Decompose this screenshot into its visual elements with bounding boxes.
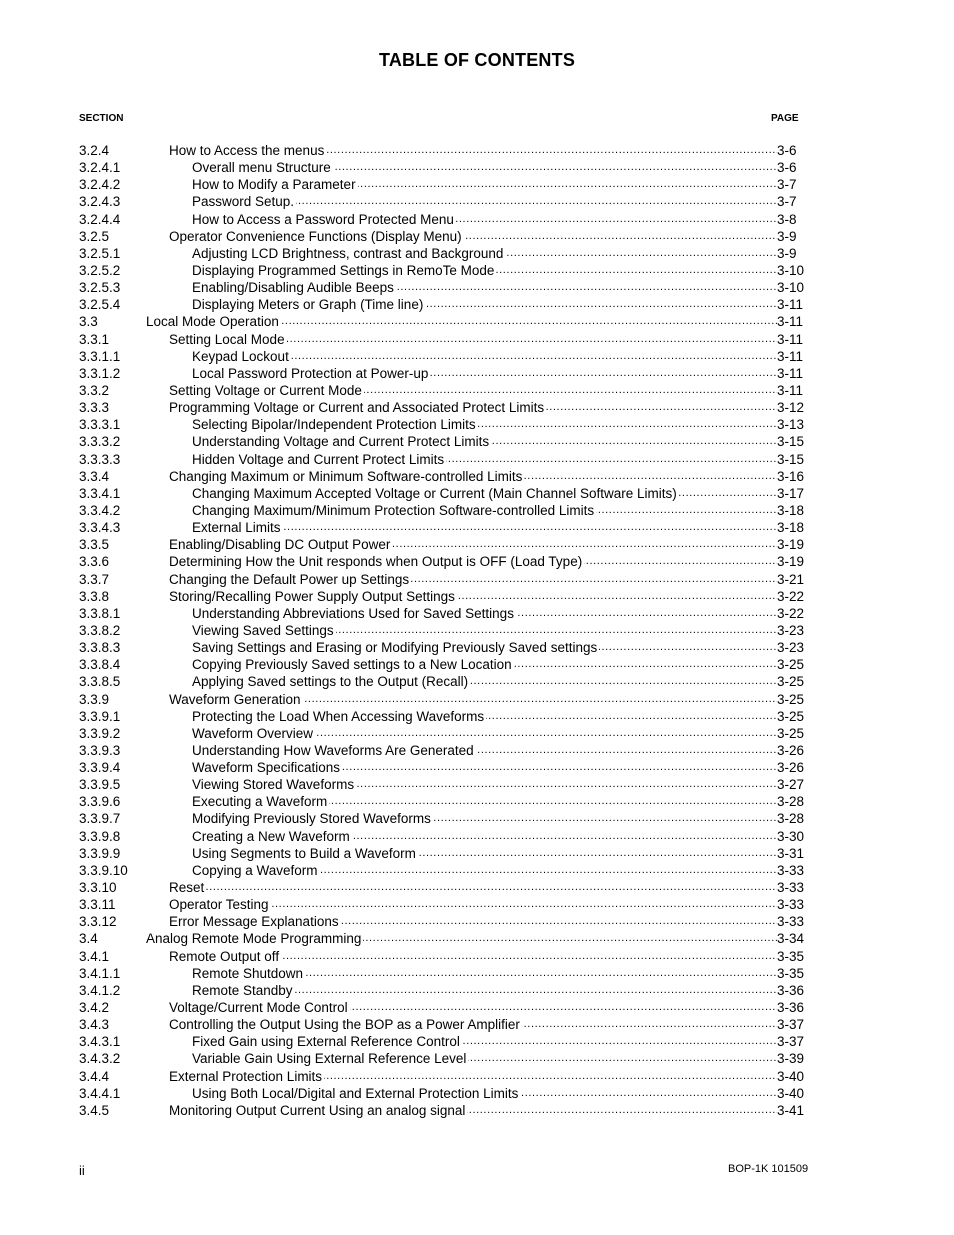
toc-section-number: 3.2.4.2 (79, 177, 121, 193)
toc-section-number: 3.3.4 (79, 468, 110, 484)
toc-page-number: 3-25 (777, 708, 805, 724)
toc-entry[interactable] (79, 331, 809, 348)
toc-entry-title: How to Access the menus (169, 143, 325, 158)
toc-entry[interactable] (79, 1016, 809, 1033)
toc-entry-title: Fixed Gain using External Reference Control (192, 1034, 460, 1050)
toc-section-number: 3.3.1.1 (79, 348, 121, 364)
toc-entry[interactable] (79, 1085, 809, 1102)
toc-entry-title-leader (192, 365, 777, 382)
toc-section-number: 3.2.4.1 (79, 160, 121, 176)
toc-entry-title-leader (192, 982, 777, 999)
toc-entry-title: Understanding Abbreviations Used for Saved Settings (192, 605, 514, 621)
toc-entry[interactable] (79, 451, 809, 468)
toc-section-number: 3.3.8.2 (79, 622, 121, 638)
toc-entry-title-leader (192, 622, 777, 639)
toc-page-number: 3-6 (777, 143, 797, 158)
toc-entry-title-leader (169, 588, 777, 605)
document-id: BOP-1K 101509 (728, 1163, 809, 1175)
toc-page-number: 3-12 (777, 400, 805, 416)
toc-page-number: 3-10 (777, 280, 805, 296)
toc-entry-title: Overall menu Structure (192, 160, 331, 176)
toc-page-number: 3-25 (777, 725, 805, 741)
toc-page-number: 3-36 (777, 1000, 805, 1016)
toc-entry-title-leader (192, 742, 777, 759)
toc-entry-title-leader (169, 382, 777, 399)
toc-entry-title-leader (192, 862, 777, 879)
toc-entry-title: Remote Output off (169, 948, 280, 964)
toc-page-number: 3-40 (777, 1085, 805, 1101)
toc-entry-title: Analog Remote Mode Programming (146, 931, 362, 947)
toc-entry-title: Modifying Previously Stored Waveforms (192, 811, 431, 827)
toc-entry-title: Setting Voltage or Current Mode (169, 382, 362, 398)
toc-page-number: 3-34 (777, 931, 805, 947)
toc-entry[interactable] (79, 468, 809, 485)
toc-section-number: 3.3.4.3 (79, 520, 121, 536)
toc-section-number: 3.3.12 (79, 914, 117, 930)
toc-section-number: 3.4.1.2 (79, 982, 121, 998)
toc-entry-title: Displaying Meters or Graph (Time line) (192, 297, 424, 313)
toc-entry-title: Remote Standby (192, 982, 293, 998)
toc-entry-title-leader (192, 965, 777, 982)
toc-entry[interactable] (79, 1068, 809, 1085)
toc-entry-title-leader (169, 536, 777, 553)
toc-entry-title: Keypad Lockout (192, 348, 289, 364)
toc-entry-title: Changing Maximum or Minimum Software-controlled Limits (169, 468, 523, 484)
toc-entry[interactable] (79, 279, 809, 296)
toc-entry[interactable] (79, 382, 809, 399)
toc-section-number: 3.3.2 (79, 382, 110, 398)
toc-entry-title-leader (192, 708, 777, 725)
toc-entry-title-leader (192, 810, 777, 827)
toc-entry-title-leader (169, 142, 777, 159)
toc-page-number: 3-19 (777, 537, 805, 553)
toc-page-number: 3-21 (777, 571, 805, 587)
toc-section-number: 3.3.9.3 (79, 742, 121, 758)
toc-entry-title: Selecting Bipolar/Independent Protection Limits (192, 417, 476, 433)
toc-entry[interactable] (79, 519, 809, 536)
toc-page-number: 3-7 (777, 177, 797, 193)
toc-entry-title-leader (169, 691, 777, 708)
toc-entry[interactable] (79, 502, 809, 519)
toc-entry-title-leader (192, 759, 777, 776)
toc-entry[interactable] (79, 142, 809, 159)
toc-entry-title: Copying a Waveform (192, 862, 318, 878)
toc-entry-title-leader (192, 262, 777, 279)
toc-entry[interactable] (79, 605, 809, 622)
toc-entry-title: Using Both Local/Digital and External Protection Limits (192, 1085, 519, 1101)
toc-entry-title-leader (192, 845, 777, 862)
toc-entry-title: External Protection Limits (169, 1068, 323, 1084)
toc-entry-title-leader (169, 1068, 777, 1085)
toc-section-number: 3.3.9.9 (79, 845, 121, 861)
toc-entry-title-leader (169, 468, 777, 485)
toc-section-number: 3.3.5 (79, 537, 110, 553)
toc-page-number: 3-33 (777, 897, 805, 913)
toc-page-number: 3-9 (777, 228, 797, 244)
toc-entry[interactable] (79, 948, 809, 965)
toc-section-number: 3.3.1.2 (79, 365, 121, 381)
toc-entry-title: Copying Previously Saved settings to a New Location (192, 657, 512, 673)
toc-entry-title: Storing/Recalling Power Supply Output Settings (169, 588, 455, 604)
toc-entry-title: Hidden Voltage and Current Protect Limits (192, 451, 445, 467)
toc-entry-title-leader (169, 913, 777, 930)
toc-entry-title-leader (146, 930, 777, 947)
toc-section-number: 3.3.4.2 (79, 502, 121, 518)
toc-entry-title: Monitoring Output Current Using an analog signal (169, 1102, 466, 1118)
toc-entry-title-leader (192, 519, 777, 536)
toc-entry-title: Saving Settings and Erasing or Modifying Previously Saved settings (192, 640, 598, 656)
toc-entry-title: Using Segments to Build a Waveform (192, 845, 416, 861)
toc-page-number: 3-37 (777, 1034, 805, 1050)
toc-page-number: 3-26 (777, 742, 805, 758)
toc-entry-title: Programming Voltage or Current and Associated Protect Limits (169, 400, 545, 416)
toc-entry-title-leader (169, 228, 777, 245)
toc-entry-title: Changing Maximum/Minimum Protection Software-controlled Limits (192, 502, 595, 518)
toc-page-number: 3-11 (777, 348, 804, 364)
toc-entry[interactable] (79, 725, 809, 742)
toc-entry-title-leader (192, 193, 777, 210)
page-title: TABLE OF CONTENTS (378, 50, 576, 70)
toc-entry-title-leader (192, 656, 777, 673)
toc-page-number: 3-17 (777, 485, 805, 501)
toc-entry-title-leader (192, 279, 777, 296)
toc-page-number: 3-30 (777, 828, 805, 844)
toc-entry[interactable] (79, 536, 809, 553)
toc-entry[interactable] (79, 999, 809, 1016)
toc-entry-title: Executing a Waveform (192, 794, 328, 810)
toc-page-number: 3-28 (777, 794, 805, 810)
toc-section-number: 3.3.8.3 (79, 640, 121, 656)
toc-entry[interactable] (79, 982, 809, 999)
toc-page-number: 3-8 (777, 211, 797, 227)
toc-entry[interactable] (79, 1050, 809, 1067)
toc-entry-title: Local Mode Operation (146, 314, 279, 330)
toc-section-number: 3.3.7 (79, 571, 110, 587)
toc-entry-title: Enabling/Disabling DC Output Power (169, 537, 391, 553)
toc-section-number: 3.3.9.10 (79, 862, 128, 878)
toc-entry-title: Voltage/Current Mode Control (169, 1000, 348, 1016)
toc-page-number: 3-7 (777, 194, 797, 210)
toc-entry[interactable] (79, 793, 809, 810)
toc-entry-title: Enabling/Disabling Audible Beeps (192, 280, 394, 296)
toc-entry-title: Operator Convenience Functions (Display Menu) (169, 228, 462, 244)
toc-entry[interactable] (79, 656, 809, 673)
toc-section-number: 3.3.1 (79, 331, 110, 347)
toc-entry-title-leader (169, 999, 777, 1016)
toc-section-number: 3.3.6 (79, 554, 110, 570)
toc-page-number: 3-22 (777, 605, 805, 621)
toc-entry-title-leader (192, 176, 777, 193)
toc-entry[interactable] (79, 348, 809, 365)
toc-section-number: 3.2.5.2 (79, 262, 121, 278)
toc-entry-title: Changing the Default Power up Settings (169, 571, 410, 587)
toc-section-number: 3.3.9.6 (79, 794, 121, 810)
toc-entry[interactable] (79, 708, 809, 725)
toc-entry-title-leader (192, 793, 777, 810)
toc-section-number: 3.3.9.4 (79, 760, 121, 776)
toc-section-number: 3.3.3.3 (79, 451, 121, 467)
toc-entry-title: Applying Saved settings to the Output (Recall) (192, 674, 469, 690)
toc-entry[interactable] (79, 245, 809, 262)
toc-entry[interactable] (79, 845, 809, 862)
toc-entry[interactable] (79, 828, 809, 845)
toc-entry[interactable] (79, 930, 809, 947)
toc-entry[interactable] (79, 553, 809, 570)
toc-entry-title-leader (192, 159, 777, 176)
toc-entry-title: Understanding How Waveforms Are Generated (192, 742, 474, 758)
toc-entry-title-leader (192, 245, 777, 262)
toc-section-number: 3.3.8.1 (79, 605, 121, 621)
toc-section-number: 3.3.8.4 (79, 657, 121, 673)
toc-list (79, 142, 809, 1119)
toc-page-number: 3-11 (777, 365, 804, 381)
toc-section-number: 3.4 (79, 931, 98, 947)
toc-entry-title: Waveform Specifications (192, 760, 341, 776)
toc-entry-title: Waveform Overview (192, 725, 314, 741)
toc-section-number: 3.3.3.1 (79, 417, 121, 433)
toc-entry-title: Error Message Explanations (169, 914, 339, 930)
toc-section-number: 3.3.10 (79, 880, 117, 896)
toc-entry[interactable] (79, 742, 809, 759)
toc-section-number: 3.3.9.2 (79, 725, 121, 741)
toc-section-number: 3.4.4 (79, 1068, 110, 1084)
toc-entry[interactable] (79, 262, 809, 279)
page-number: ii (79, 1163, 85, 1178)
toc-page-number: 3-10 (777, 262, 805, 278)
toc-page-number: 3-11 (777, 314, 804, 330)
toc-entry-title-leader (192, 502, 777, 519)
toc-entry-title-leader (169, 399, 777, 416)
toc-entry-title-leader (169, 948, 777, 965)
toc-entry[interactable] (79, 193, 809, 210)
toc-section-number: 3.3.3.2 (79, 434, 121, 450)
toc-section-number: 3.3.9.7 (79, 811, 121, 827)
toc-entry[interactable] (79, 862, 809, 879)
toc-entry[interactable] (79, 211, 809, 228)
toc-section-number: 3.3.8 (79, 588, 110, 604)
toc-entry[interactable] (79, 176, 809, 193)
section-column-header: SECTION (79, 113, 124, 124)
toc-entry-title-leader (192, 485, 777, 502)
toc-entry-title-leader (192, 433, 777, 450)
toc-entry[interactable] (79, 896, 809, 913)
toc-entry-title: Viewing Stored Waveforms (192, 777, 355, 793)
toc-section-number: 3.2.5.1 (79, 245, 121, 261)
toc-page-number: 3-13 (777, 417, 805, 433)
toc-section-number: 3.3 (79, 314, 98, 330)
toc-entry-title-leader (192, 605, 777, 622)
toc-section-number: 3.3.9.8 (79, 828, 121, 844)
toc-entry[interactable] (79, 622, 809, 639)
toc-page-number: 3-23 (777, 640, 805, 656)
toc-page-number: 3-28 (777, 811, 805, 827)
toc-section-number: 3.4.3.1 (79, 1034, 121, 1050)
toc-entry[interactable] (79, 913, 809, 930)
toc-entry-title: Protecting the Load When Accessing Waveforms (192, 708, 485, 724)
toc-entry-title: Controlling the Output Using the BOP as a Power Amplifier (169, 1017, 520, 1033)
toc-entry[interactable] (79, 639, 809, 656)
toc-section-number: 3.4.3 (79, 1017, 110, 1033)
toc-section-number: 3.2.4 (79, 143, 110, 158)
toc-entry-title-leader (146, 313, 777, 330)
toc-page-number: 3-11 (777, 331, 804, 347)
toc-page-number: 3-35 (777, 948, 805, 964)
toc-entry-title-leader (192, 639, 777, 656)
toc-page-number: 3-35 (777, 965, 805, 981)
toc-entry[interactable] (79, 810, 809, 827)
toc-page-number: 3-15 (777, 451, 805, 467)
toc-entry-title-leader (192, 725, 777, 742)
toc-entry-title: Local Password Protection at Power-up (192, 365, 429, 381)
toc-entry-title: External Limits (192, 520, 281, 536)
toc-page-number: 3-9 (777, 245, 797, 261)
toc-entry-title: Setting Local Mode (169, 331, 285, 347)
toc-section-number: 3.4.1 (79, 948, 110, 964)
toc-entry-title-leader (169, 1016, 777, 1033)
toc-page-number: 3-41 (777, 1102, 805, 1118)
toc-entry-title-leader (192, 416, 777, 433)
toc-section-number: 3.3.8.5 (79, 674, 121, 690)
toc-entry-title-leader (169, 896, 777, 913)
toc-entry[interactable] (79, 399, 809, 416)
toc-section-number: 3.3.9.5 (79, 777, 121, 793)
toc-entry-title-leader (192, 348, 777, 365)
toc-entry[interactable] (79, 159, 809, 176)
toc-entry[interactable] (79, 776, 809, 793)
toc-entry[interactable] (79, 228, 809, 245)
toc-entry-title-leader (169, 879, 777, 896)
toc-section-number: 3.4.4.1 (79, 1085, 121, 1101)
toc-section-number: 3.2.4.3 (79, 194, 121, 210)
toc-entry[interactable] (79, 759, 809, 776)
toc-entry-title: Adjusting LCD Brightness, contrast and Background (192, 245, 504, 261)
toc-page-number: 3-33 (777, 862, 805, 878)
toc-page-number: 3-15 (777, 434, 805, 450)
toc-entry-title-leader (192, 1050, 777, 1067)
toc-section-number: 3.3.3 (79, 400, 110, 416)
toc-entry-title-leader (192, 828, 777, 845)
toc-entry[interactable] (79, 485, 809, 502)
toc-entry-title-leader (192, 1085, 777, 1102)
toc-entry-title-leader (169, 571, 777, 588)
toc-section-number: 3.4.3.2 (79, 1051, 121, 1067)
toc-entry-title-leader (169, 331, 777, 348)
toc-page-number: 3-6 (777, 160, 797, 176)
toc-page-number: 3-18 (777, 520, 805, 536)
toc-page-number: 3-31 (777, 845, 805, 861)
toc-page-number: 3-18 (777, 502, 805, 518)
toc-entry-title-leader (192, 211, 777, 228)
toc-entry[interactable] (79, 879, 809, 896)
toc-entry-title-leader (192, 451, 777, 468)
toc-page-number: 3-39 (777, 1051, 805, 1067)
toc-entry-title: Determining How the Unit responds when Output is OFF (Load Type) (169, 554, 583, 570)
toc-section-number: 3.3.4.1 (79, 485, 121, 501)
toc-page-number: 3-11 (777, 382, 804, 398)
toc-section-number: 3.3.9 (79, 691, 110, 707)
toc-entry-title-leader (192, 673, 777, 690)
toc-entry-title: Understanding Voltage and Current Protect Limits (192, 434, 490, 450)
toc-section-number: 3.2.4.4 (79, 211, 121, 227)
toc-page-number: 3-26 (777, 760, 805, 776)
toc-entry[interactable] (79, 588, 809, 605)
toc-page-number: 3-11 (777, 297, 804, 313)
toc-entry[interactable] (79, 1102, 809, 1119)
toc-section-number: 3.2.5 (79, 228, 110, 244)
toc-page-number: 3-40 (777, 1068, 805, 1084)
toc-entry[interactable] (79, 673, 809, 690)
toc-entry[interactable] (79, 691, 809, 708)
toc-entry-title: How to Modify a Parameter (192, 177, 356, 193)
toc-page-number: 3-25 (777, 674, 805, 690)
toc-page-number: 3-36 (777, 982, 805, 998)
toc-section-number: 3.2.5.3 (79, 280, 121, 296)
toc-entry-title: Variable Gain Using External Reference Level (192, 1051, 467, 1067)
toc-page-number: 3-37 (777, 1017, 805, 1033)
toc-section-number: 3.4.5 (79, 1102, 110, 1118)
toc-entry-title-leader (169, 1102, 777, 1119)
toc-section-number: 3.3.11 (79, 897, 116, 913)
toc-entry-title: Remote Shutdown (192, 965, 304, 981)
toc-entry-title: Viewing Saved Settings (192, 622, 334, 638)
toc-page-number: 3-23 (777, 622, 805, 638)
toc-entry-title: How to Access a Password Protected Menu (192, 211, 454, 227)
toc-entry-title-leader (192, 296, 777, 313)
page-column-header: PAGE (771, 113, 799, 124)
toc-entry[interactable] (79, 1033, 809, 1050)
toc-entry-title-leader (192, 776, 777, 793)
toc-entry[interactable] (79, 365, 809, 382)
toc-page-number: 3-16 (777, 468, 805, 484)
toc-entry-title: Changing Maximum Accepted Voltage or Current (Main Channel Software Limits) (192, 485, 677, 501)
toc-page-number: 3-22 (777, 588, 805, 604)
toc-entry[interactable] (79, 313, 809, 330)
toc-section-number: 3.4.2 (79, 1000, 110, 1016)
toc-page-number: 3-33 (777, 880, 805, 896)
toc-page-number: 3-25 (777, 657, 805, 673)
toc-section-number: 3.4.1.1 (79, 965, 121, 981)
toc-entry-title: Password Setup. (192, 194, 295, 210)
toc-entry[interactable] (79, 296, 809, 313)
toc-entry-title: Reset (169, 880, 205, 896)
toc-section-number: 3.2.5.4 (79, 297, 121, 313)
toc-page-number: 3-19 (777, 554, 805, 570)
toc-entry[interactable] (79, 433, 809, 450)
toc-entry-title-leader (192, 1033, 777, 1050)
toc-entry[interactable] (79, 416, 809, 433)
toc-page-number: 3-33 (777, 914, 805, 930)
toc-entry[interactable] (79, 571, 809, 588)
toc-entry-title: Creating a New Waveform (192, 828, 350, 844)
toc-entry-title-leader (169, 553, 777, 570)
toc-entry-title: Displaying Programmed Settings in RemoTe Mode (192, 262, 495, 278)
toc-section-number: 3.3.9.1 (79, 708, 121, 724)
toc-page-number: 3-27 (777, 777, 805, 793)
toc-page-number: 3-25 (777, 691, 805, 707)
toc-entry-title: Waveform Generation (169, 691, 301, 707)
toc-entry-title: Operator Testing (169, 897, 269, 913)
toc-entry[interactable] (79, 965, 809, 982)
